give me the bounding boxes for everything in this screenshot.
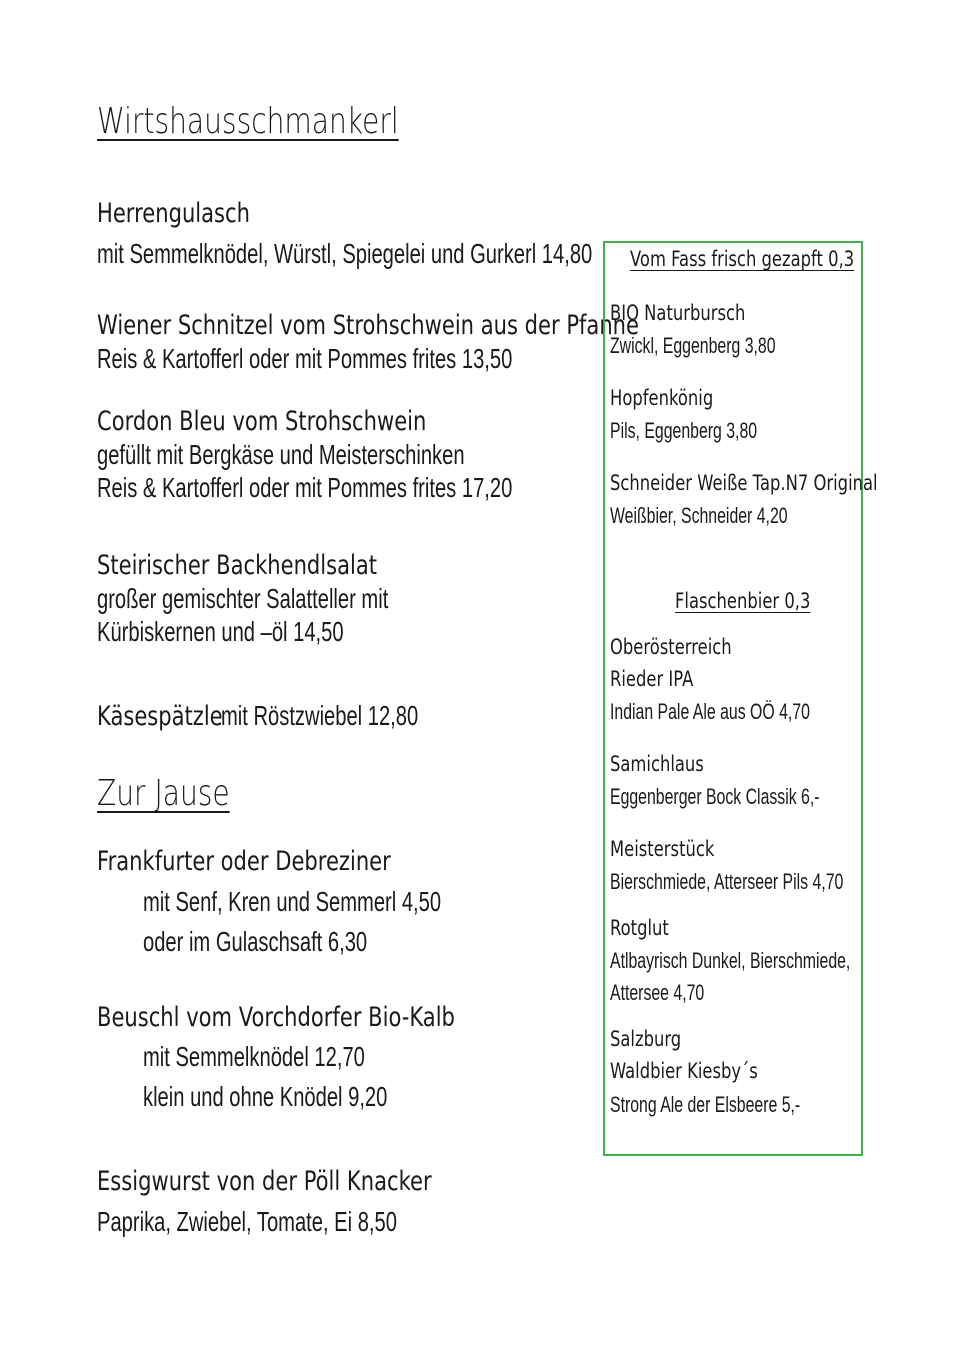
beer-detail: Bierschmiede, Atterseer Pils 4,70 xyxy=(610,869,844,894)
dish-desc: Reis & Kartofferl oder mit Pommes frites 17,20 xyxy=(97,472,513,503)
beer-detail: Indian Pale Ale aus OÖ 4,70 xyxy=(610,699,810,724)
beer-name: Hopfenkönig xyxy=(610,386,714,410)
dish-desc: gefüllt mit Bergkäse und Meisterschinken xyxy=(97,439,465,470)
drinks-section-title-fass: Vom Fass frisch gezapft 0,3 xyxy=(630,247,855,271)
dish-desc: großer gemischter Salatteller mit xyxy=(97,583,389,614)
dish-name: Käsespätzle xyxy=(97,701,223,732)
beer-name: Meisterstück xyxy=(610,837,715,861)
beer-name: Schneider Weiße Tap.N7 Original xyxy=(610,471,878,495)
beer-detail: Attersee 4,70 xyxy=(610,980,705,1005)
dish-name: Herrengulasch xyxy=(97,198,250,229)
beer-name: Rieder IPA xyxy=(610,667,694,691)
section-title-wirtshaus: Wirtshausschmankerl xyxy=(97,101,399,142)
dish-name: Cordon Bleu vom Strohschwein xyxy=(97,406,427,437)
dish-name: Frankfurter oder Debreziner xyxy=(97,846,391,877)
dish-desc: mit Semmelknödel, Würstl, Spiegelei und Gurkerl 14,80 xyxy=(97,238,593,269)
beer-region: Salzburg xyxy=(610,1027,682,1051)
dish-desc: mit Röstzwiebel 12,80 xyxy=(221,700,419,731)
drinks-section-title-flasche: Flaschenbier 0,3 xyxy=(675,589,811,613)
beer-name: Rotglut xyxy=(610,916,669,940)
dish-name: Wiener Schnitzel vom Strohschwein aus der Pfanne xyxy=(97,310,639,341)
beer-detail: Eggenberger Bock Classik 6,- xyxy=(610,784,820,809)
beer-detail: Zwickl, Eggenberg 3,80 xyxy=(610,333,776,358)
beer-detail: Pils, Eggenberg 3,80 xyxy=(610,418,758,443)
beer-detail: Strong Ale der Elsbeere 5,- xyxy=(610,1092,801,1117)
dish-desc: Paprika, Zwiebel, Tomate, Ei 8,50 xyxy=(97,1206,397,1237)
dish-desc: mit Semmelknödel 12,70 xyxy=(143,1041,365,1072)
dish-name: Essigwurst von der Pöll Knacker xyxy=(97,1166,432,1197)
dish-name: Steirischer Backhendlsalat xyxy=(97,550,378,581)
beer-detail: Atlbayrisch Dunkel, Bierschmiede, xyxy=(610,948,851,973)
beer-name: BIO Naturbursch xyxy=(610,301,746,325)
dish-desc: Kürbiskernen und –öl 14,50 xyxy=(97,616,344,647)
beer-name: Waldbier Kiesby´s xyxy=(610,1059,758,1083)
beer-name: Samichlaus xyxy=(610,752,704,776)
beer-region: Oberösterreich xyxy=(610,635,732,659)
dish-desc: mit Senf, Kren und Semmerl 4,50 xyxy=(143,886,442,917)
dish-desc: oder im Gulaschsaft 6,30 xyxy=(143,926,368,957)
dish-desc: Reis & Kartofferl oder mit Pommes frites 13,50 xyxy=(97,343,513,374)
beer-detail: Weißbier, Schneider 4,20 xyxy=(610,503,788,528)
dish-desc: klein und ohne Knödel 9,20 xyxy=(143,1081,388,1112)
section-title-jause: Zur Jause xyxy=(97,773,230,814)
dish-name: Beuschl vom Vorchdorfer Bio-Kalb xyxy=(97,1002,455,1033)
